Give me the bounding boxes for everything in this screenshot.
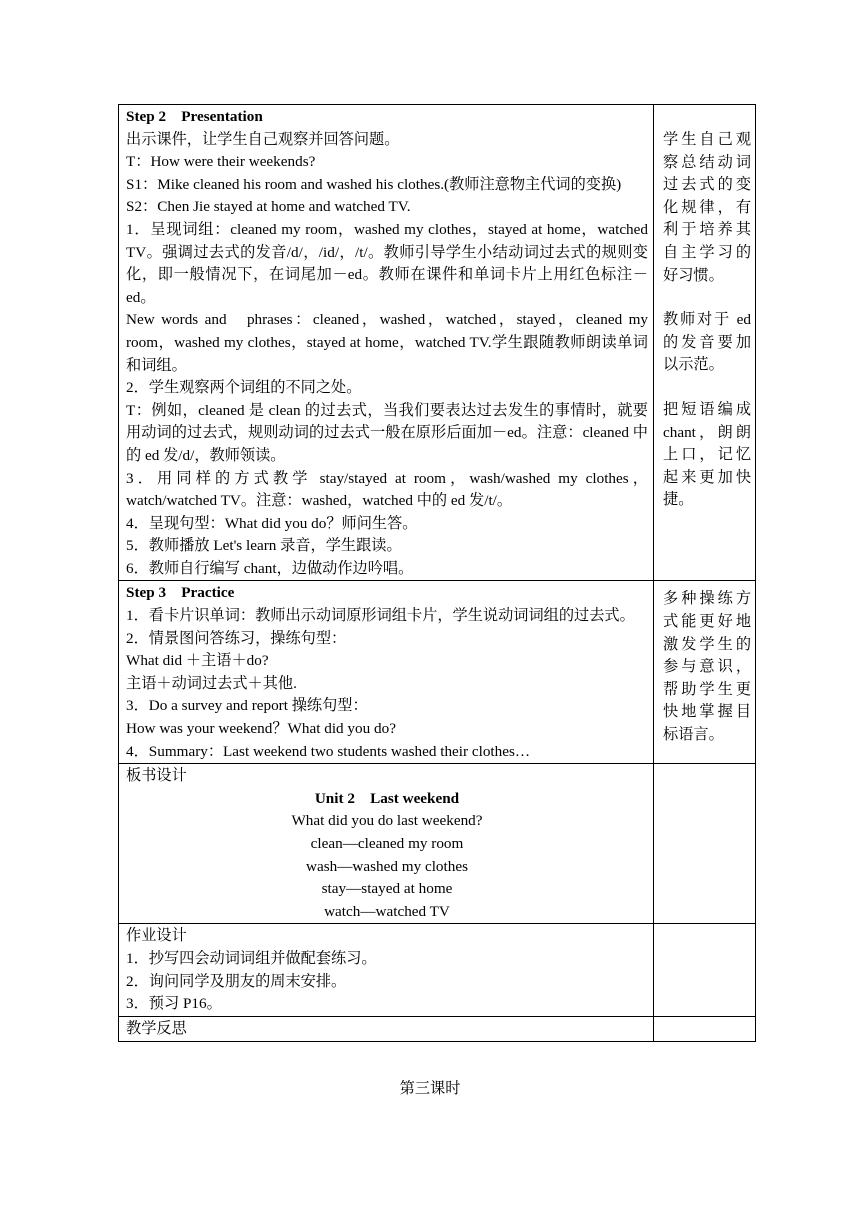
step3-row — [119, 581, 756, 764]
step2-line: 3．用同样的方式教学 stay/stayed at room，wash/washed my clothes，watch/watched TV。注意：washed，watched 中的 ed 发/t/。 — [126, 469, 648, 510]
step3-line: 主语＋动词过去式＋其他. — [126, 674, 297, 692]
board-line: wash—washed my clothes — [306, 857, 468, 875]
homework-content — [119, 924, 654, 1016]
step3-line: What did ＋主语＋do? — [126, 652, 269, 670]
step3-line: 1．看卡片识单词：教师出示动词原形词组卡片，学生说动词词组的过去式。 — [126, 607, 635, 625]
step3-title: Step 3 Practice — [126, 584, 235, 602]
step2-line: 1．呈现词组：cleaned my room，washed my clothes，stayed at home，watched TV。强调过去式的发音/d/，/id/，/t/。教师引导学生小结动词过去式的规则变化，即一般情况下，在词尾加－ed。教师在课件和单词卡片上用红色标注－ed。 — [126, 220, 648, 306]
step2-line: 2．学生观察两个词组的不同之处。 — [126, 379, 362, 397]
reflection-title: 教学反思 — [126, 1019, 187, 1037]
reflection-content — [119, 1016, 654, 1041]
step2-title: Step 2 Presentation — [126, 108, 263, 125]
step3-note: 多种操练方式能更好地激发学生的参与意识，帮助学生更快地掌握目标语言。 — [663, 590, 751, 744]
board-unit: Unit 2 Last weekend — [314, 789, 460, 807]
homework-row — [119, 924, 756, 1016]
reflection-notes — [654, 1016, 756, 1041]
step3-line: 4．Summary：Last weekend two students washed their clothes… — [126, 742, 531, 760]
step2-line: T：例如，cleaned 是 clean 的过去式，当我们要表达过去发生的事情时，就要用动词的过去式，规则动词的过去式一般在原形后面加－ed。注意：cleaned 中的 ed 发/d/，教师领读。 — [126, 401, 648, 464]
step3-line: How was your weekend？What did you do? — [126, 720, 396, 738]
step2-note: 把短语编成 chant，朗朗上口，记忆起来更加快捷。 — [663, 400, 751, 509]
step2-line: 4．呈现句型：What did you do？师问生答。 — [126, 514, 418, 532]
step3-notes — [654, 581, 756, 764]
board-line: watch—watched TV — [324, 902, 450, 920]
step2-line: 出示课件，让学生自己观察并回答问题。 — [126, 130, 400, 148]
step3-line: 2．情景图问答练习，操练句型： — [126, 629, 347, 647]
step2-note: 学生自己观察总结动词过去式的变化规律，有利于培养其自主学习的好习惯。 — [663, 131, 751, 284]
step2-line: 6．教师自行编写 chant，边做动作边吟唱。 — [126, 559, 414, 577]
step2-content — [119, 105, 654, 581]
homework-line: 2．询问同学及朋友的周末安排。 — [126, 972, 347, 990]
step3-content — [119, 581, 654, 764]
step2-line: 5．教师播放 Let's learn 录音，学生跟读。 — [126, 537, 402, 555]
step2-line: S2：Chen Jie stayed at home and watched TV. — [126, 198, 411, 216]
homework-line: 3．预习 P16。 — [126, 995, 222, 1013]
board-title: 板书设计 — [126, 767, 187, 785]
board-line: What did you do last weekend? — [291, 812, 483, 830]
step2-row — [119, 105, 756, 581]
homework-title: 作业设计 — [126, 927, 187, 945]
board-notes — [654, 764, 756, 924]
step2-note: 教师对于 ed 的发音要加以示范。 — [663, 311, 751, 374]
step3-line: 3．Do a survey and report 操练句型： — [126, 697, 368, 715]
board-line: stay—stayed at home — [321, 880, 453, 898]
step2-line: T：How were their weekends? — [126, 153, 316, 171]
homework-line: 1．抄写四会动词词组并做配套练习。 — [126, 949, 377, 967]
step2-line: S1：Mike cleaned his room and washed his clothes.(教师注意物主代词的变换) — [126, 175, 622, 193]
board-content — [119, 764, 654, 924]
lesson-plan-table — [118, 104, 756, 1042]
board-row — [119, 764, 756, 924]
board-line: clean—cleaned my room — [310, 835, 464, 852]
homework-notes — [654, 924, 756, 1016]
page-footer: 第三课时 — [399, 1080, 461, 1097]
reflection-row — [119, 1016, 756, 1041]
step2-notes — [654, 105, 756, 581]
step2-line: New words and phrases：cleaned，washed，watched，stayed，cleaned my room，washed my clothes，stayed at home，watched TV.学生跟随教师朗读单词和词组。 — [126, 311, 648, 374]
